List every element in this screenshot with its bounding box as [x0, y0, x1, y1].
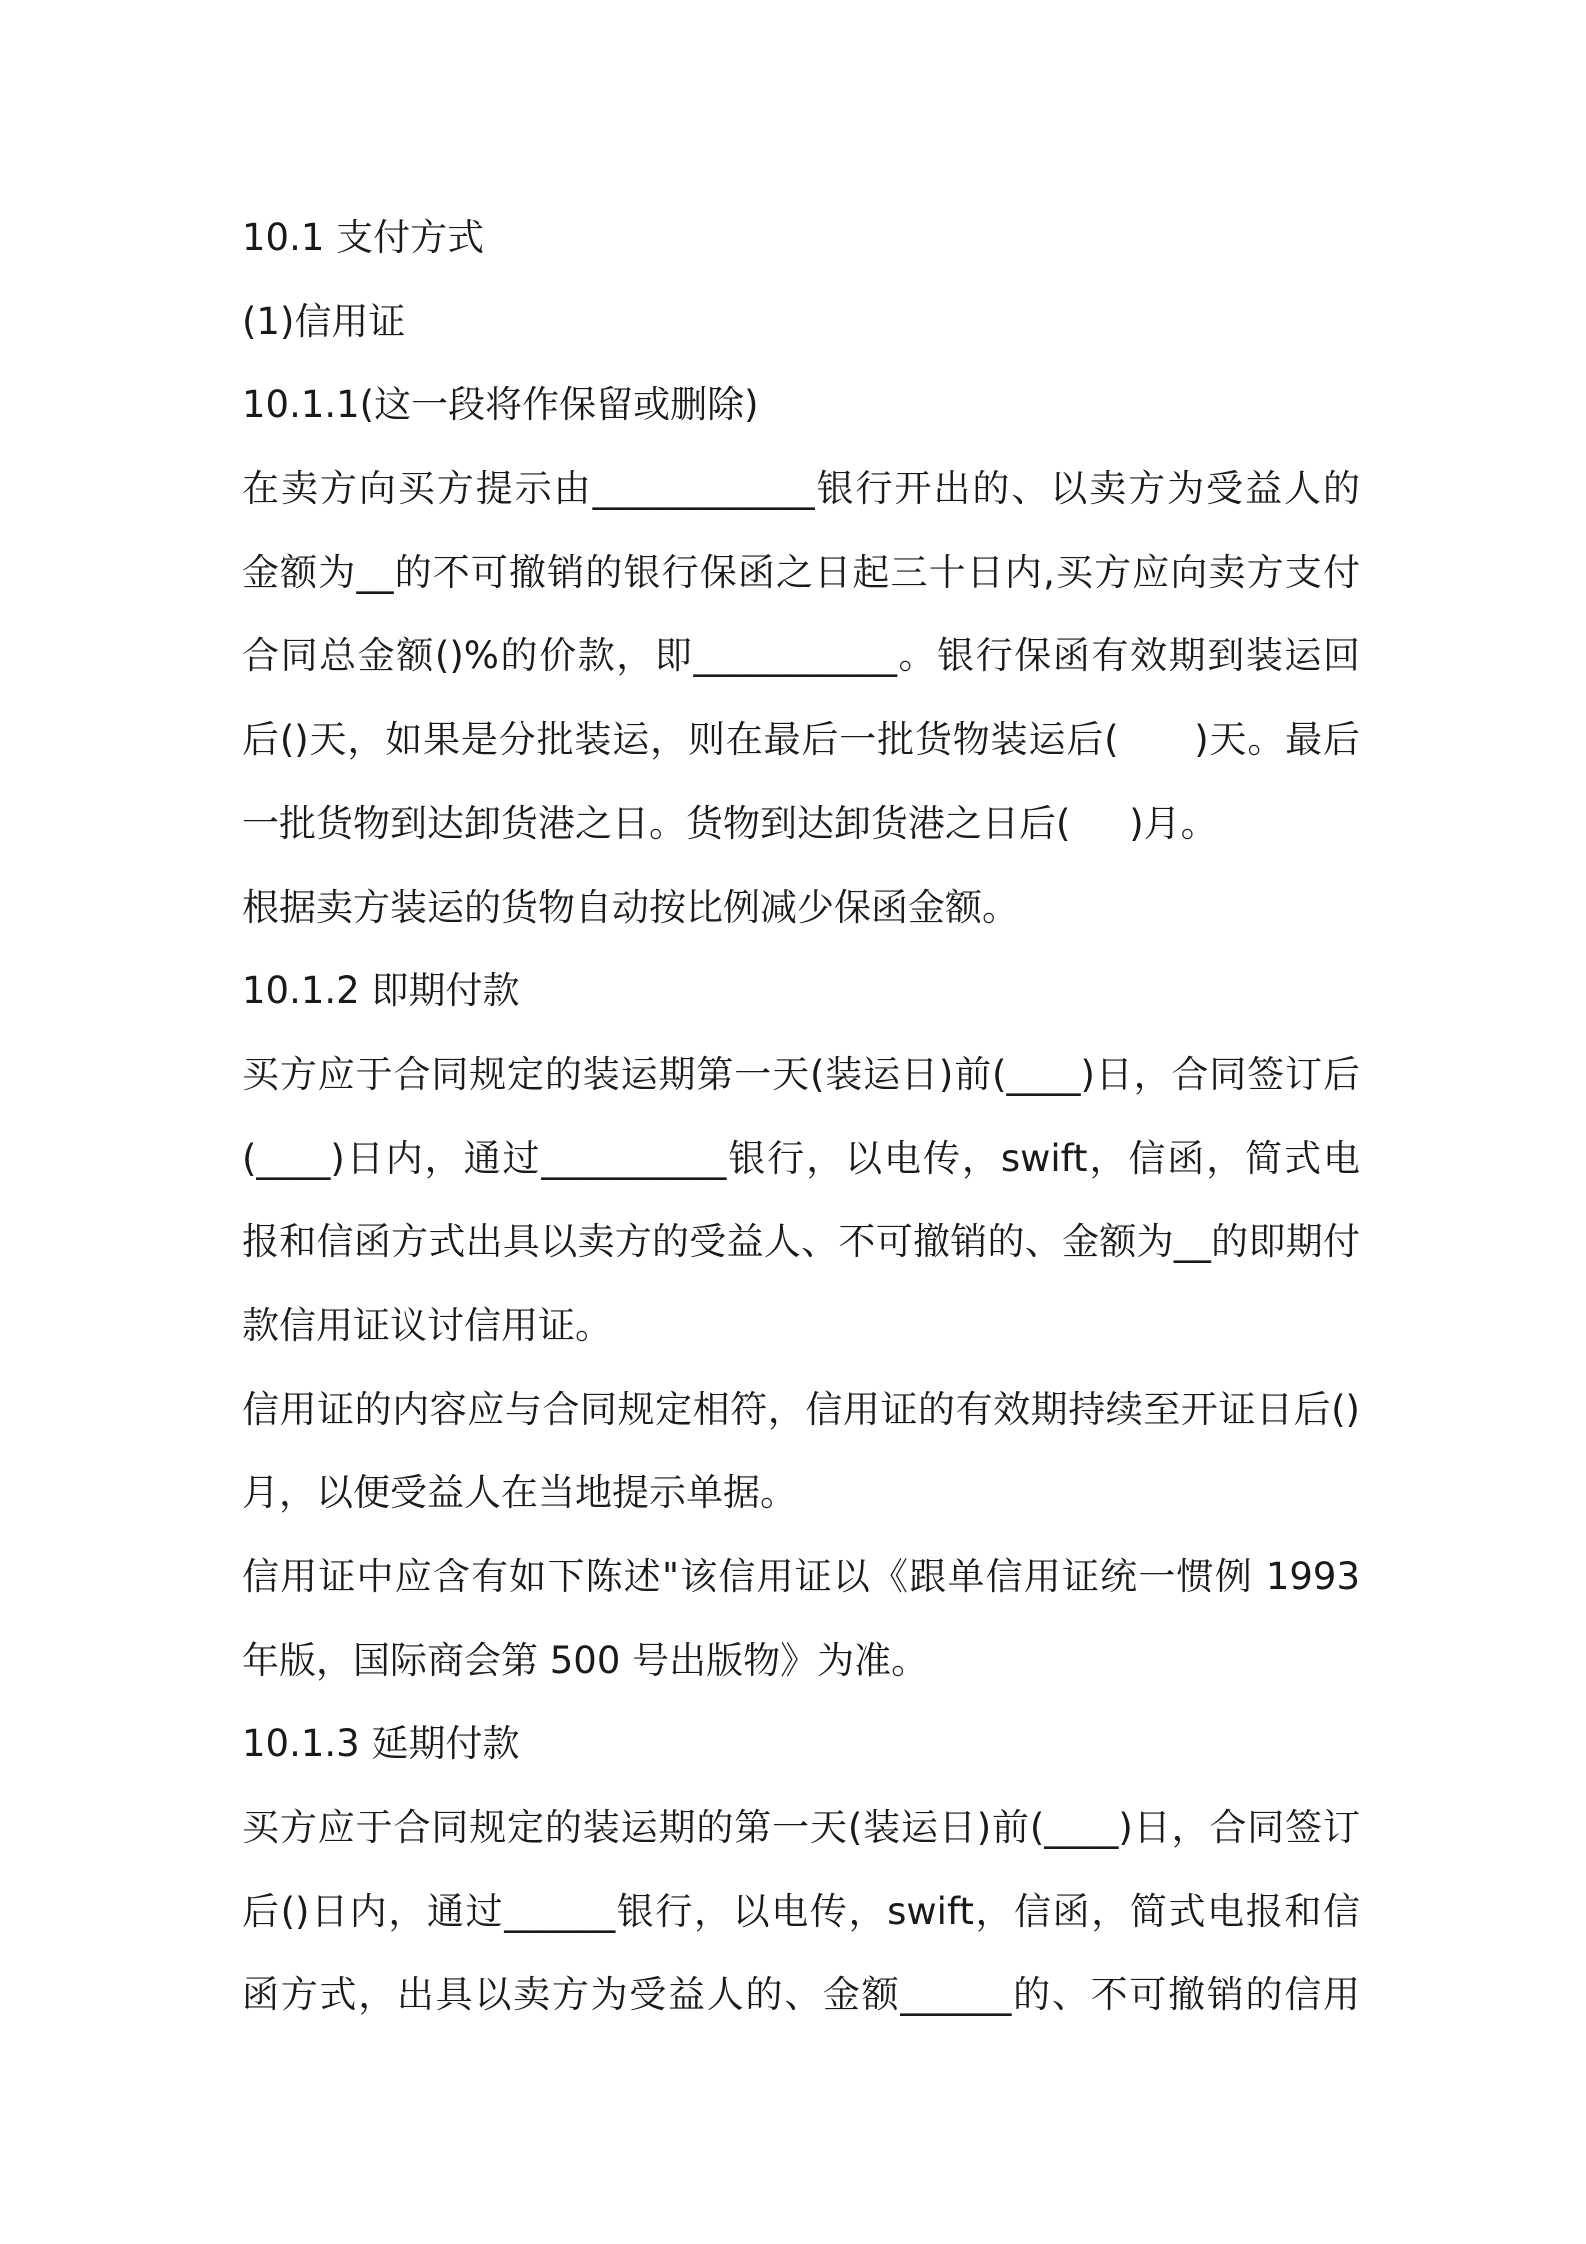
paragraph-line: 后()日内，通过______银行，以电传，swift，信函，简式电报和信: [242, 1889, 1360, 1933]
document-body: [242, 196, 1360, 2037]
paragraph-line: 买方应于合同规定的装运期的第一天(装运日)前(____)日，合同签订: [242, 1806, 1360, 1850]
paragraph-line: 月，以便受益人在当地提示单据。: [242, 1471, 797, 1515]
paragraph-line: 合同总金额()%的价款，即___________。银行保函有效期到装运回: [242, 634, 1360, 678]
clause-heading-10-1-2: 10.1.2 即期付款: [242, 969, 520, 1013]
paragraph-line: 信用证的内容应与合同规定相符，信用证的有效期持续至开证日后(): [242, 1387, 1360, 1431]
paragraph-line: 买方应于合同规定的装运期第一天(装运日)前(____)日，合同签订后: [242, 1052, 1360, 1096]
paragraph-line: 信用证中应含有如下陈述"该信用证以《跟单信用证统一惯例 1993: [242, 1555, 1360, 1598]
paragraph-line: 后()天，如果是分批装运，则在最后一批货物装运后( )天。最后: [242, 718, 1360, 762]
paragraph-line: 年版，国际商会第 500 号出版物》为准。: [242, 1638, 929, 1682]
paragraph-line: 款信用证议讨信用证。: [242, 1303, 612, 1347]
paragraph-line: (____)日内，通过__________银行，以电传，swift，信函，简式电: [242, 1136, 1360, 1180]
paragraph-line: 一批货物到达卸货港之日。货物到达卸货港之日后( )月。: [242, 801, 1218, 845]
paragraph-line: 根据卖方装运的货物自动按比例减少保函金额。: [242, 885, 1019, 929]
paragraph-line: 报和信函方式出具以卖方的受益人、不可撤销的、金额为__的即期付: [242, 1220, 1360, 1264]
clause-heading-10-1-1: 10.1.1(这一段将作保留或删除): [242, 383, 759, 427]
paragraph-line: 在卖方向买方提示由____________银行开出的、以卖方为受益人的: [242, 467, 1360, 511]
paragraph-line: 函方式，出具以卖方为受益人的、金额______的、不可撤销的信用: [242, 1973, 1360, 2017]
clause-heading-10-1-3: 10.1.3 延期付款: [242, 1722, 520, 1766]
subsection-heading-letter-of-credit: (1)信用证: [242, 299, 406, 343]
section-heading-10-1: 10.1 支付方式: [242, 216, 485, 259]
paragraph-line: 金额为__的不可撤销的银行保函之日起三十日内,买方应向卖方支付: [242, 550, 1360, 594]
